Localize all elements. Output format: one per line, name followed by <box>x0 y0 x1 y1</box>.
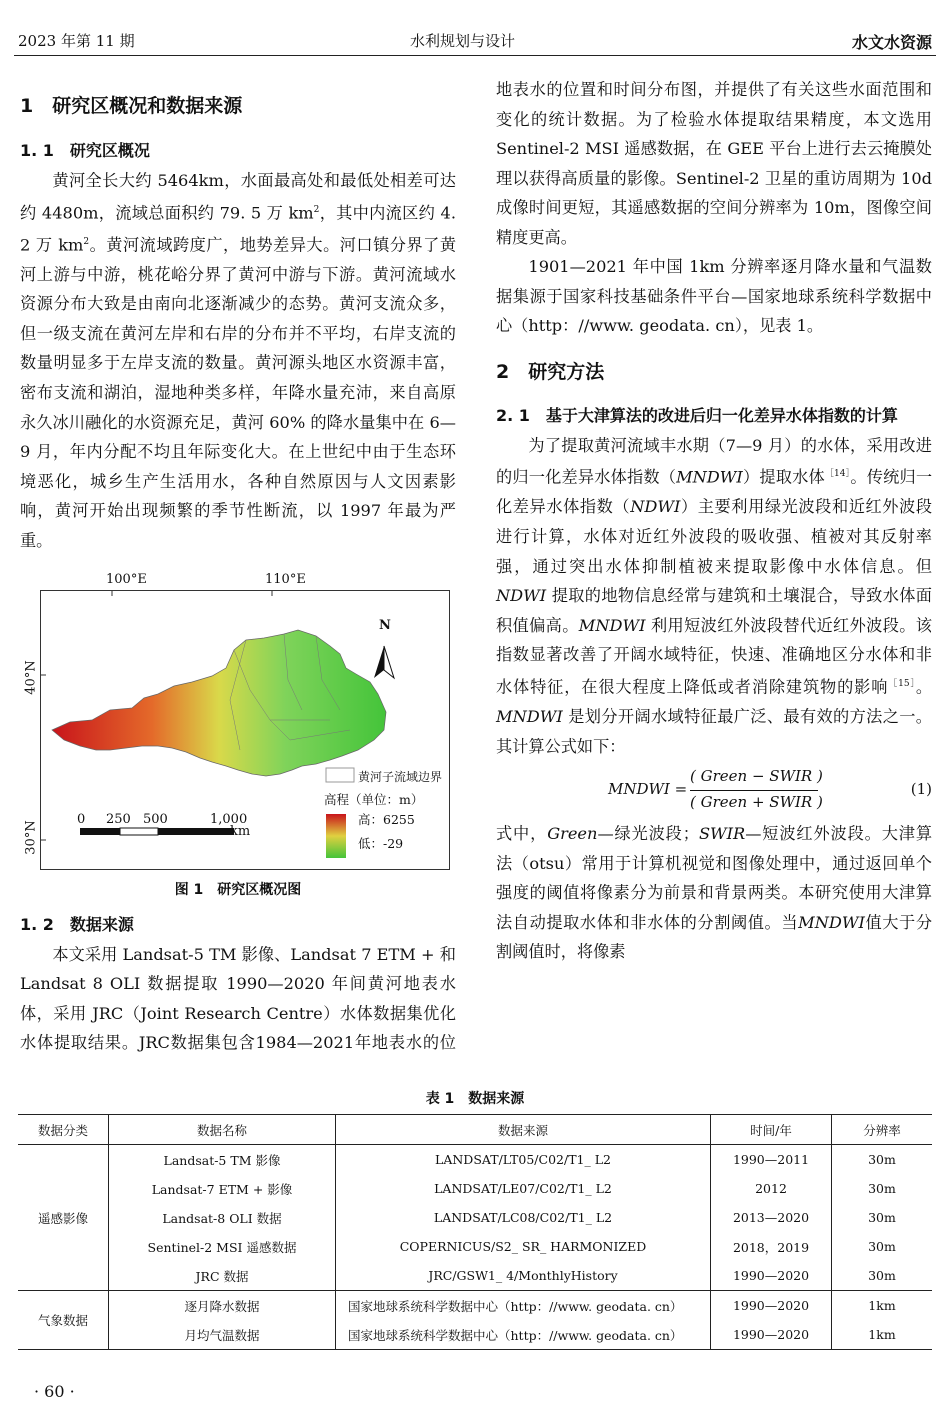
left-column <box>20 80 456 1058</box>
cell-source: JRC/GSW1_ 4/MonthlyHistory <box>336 1261 711 1291</box>
col-header-category: 数据分类 <box>18 1115 109 1145</box>
group-remote-sensing: 遥感影像 <box>18 1145 109 1291</box>
journal-title: 水利规划与设计 <box>410 32 516 50</box>
table-row <box>18 1203 932 1232</box>
cell-name: 月均气温数据 <box>109 1320 336 1350</box>
formula-denominator: ( Green + SWIR ) <box>690 793 823 812</box>
journal-issue: 2023 年第 11 期 <box>18 32 135 50</box>
cell-resolution: 30m <box>868 1268 896 1283</box>
lat-label-40: 40°N <box>23 659 39 695</box>
formula-1 <box>496 765 932 819</box>
mndwi-paragraph: 为了提取黄河流域丰水期（7—9 月）的水体，采用改进的归一化差异水体指数（MNDWI）提取水体$^{[14]}$。传统归一化差异水体指数（NDWI）主要利用绿光波段和近红外波段进行计算，水体对近红外波段的吸收强、植被对其反射率强，通过突出水体抑制植被来提取影像中水体信息。但 NDWI 提取的地物信息经常与建筑和土壤混合，导致水体面积值偏高。MNDWI 利用短波红外波段替代近红外波段。该指数显著改善了开阔水域特征，快速、准确地区分水体和非水体特征，在很大程度上降低或者消除建筑物的影响$^{[15]}$。MNDWI 是划分开阔水域特征最广泛、最有效的方法之一。其计算公式如下： <box>496 435 933 756</box>
cell-time: 2018，2019 <box>711 1232 832 1261</box>
figure-1-caption: 图 1 研究区概况图 <box>174 881 302 898</box>
col-header-resolution: 分辨率 <box>863 1122 901 1138</box>
cell-resolution: 30m <box>868 1210 896 1225</box>
table-row <box>18 1174 932 1203</box>
col-header-time: 时间/年 <box>711 1115 832 1145</box>
cell-name: 逐月降水数据 <box>109 1291 336 1321</box>
cell-time: 2012 <box>711 1174 832 1203</box>
cell-name: JRC 数据 <box>109 1261 336 1291</box>
cell-name: Landsat-7 ETM + 影像 <box>109 1174 336 1203</box>
cell-source: LANDSAT/LC08/C02/T1_ L2 <box>336 1203 711 1232</box>
cell-source: 国家地球系统科学数据中心（http：//www. geodata. cn） <box>336 1320 711 1350</box>
cell-name: Landsat-5 TM 影像 <box>109 1145 336 1175</box>
table-row <box>18 1261 932 1291</box>
section-1-heading: 1 研究区概况和数据来源 <box>20 95 243 117</box>
table-row <box>18 1145 932 1175</box>
lon-label-110: 110°E <box>265 571 306 587</box>
section-2-1-heading: 2. 1 基于大津算法的改进后归一化差异水体指数的计算 <box>496 405 898 425</box>
cell-name: Landsat-8 OLI 数据 <box>109 1203 336 1232</box>
group-meteorological: 气象数据 <box>18 1291 109 1350</box>
otsu-paragraph: 式中，Green—绿光波段；SWIR—短波红外波段。大津算法（otsu）常用于计算机视觉和图像处理中，通过返回单个强度的阈值将像素分为前景和背景两类。本研究使用大津算法自动提取水体和非水体的分割阈值。当MNDWI值大于分割阈值时，将像素 <box>496 824 933 962</box>
scale-label-0: 0 <box>77 811 86 827</box>
section-2-heading: 2 研究方法 <box>496 360 605 383</box>
formula-number: (1) <box>910 780 932 799</box>
page-number: · 60 · <box>34 1382 75 1401</box>
table-header-row <box>18 1115 932 1145</box>
cell-time: 1990—2011 <box>711 1145 832 1175</box>
cell-source: LANDSAT/LT05/C02/T1_ L2 <box>336 1145 711 1175</box>
section-1-1-heading: 1. 1 研究区概况 <box>20 141 150 160</box>
data-source-table <box>18 1114 932 1350</box>
formula-lhs: MNDWI = <box>608 780 688 799</box>
table-1-caption: 表 1 数据来源 <box>425 1091 525 1107</box>
formula-numerator: ( Green − SWIR ) <box>690 767 823 786</box>
right-column <box>496 75 932 967</box>
data-source-paragraph: 本文采用 Landsat-5 TM 影像、Landsat 7 ETM + 和 Landsat 8 OLI 数据提取 1990—2020 年间黄河地表水体，采用 JRC（Joint Research Centre）水体数据集优化水体提取结果。JRC数据集包含1984—2021年地表水的位 <box>20 944 456 1053</box>
table-row <box>18 1232 932 1261</box>
fraction-bar <box>690 790 818 791</box>
scale-unit: km <box>230 823 251 839</box>
cell-source: LANDSAT/LE07/C02/T1_ L2 <box>336 1174 711 1203</box>
scale-label-500: 500 <box>143 811 168 827</box>
cell-name: Sentinel-2 MSI 遥感数据 <box>109 1232 336 1261</box>
legend-low: 低：-29 <box>358 835 404 851</box>
cell-resolution: 1km <box>868 1327 896 1342</box>
section-1-2-heading: 1. 2 数据来源 <box>20 914 134 934</box>
cell-resolution: 30m <box>868 1181 896 1196</box>
col-header-source: 数据来源 <box>336 1115 711 1145</box>
table-row <box>18 1320 932 1350</box>
cell-time: 1990—2020 <box>711 1291 832 1321</box>
cell-time: 1990—2020 <box>711 1320 832 1350</box>
legend-high: 高：6255 <box>358 811 415 827</box>
table-1 <box>18 1084 932 1350</box>
scale-label-1000: 1,000 <box>210 811 248 827</box>
table-row <box>18 1291 932 1321</box>
header-rule <box>14 55 936 56</box>
legend-boundary-label: 黄河子流域边界 <box>358 769 443 784</box>
legend-elevation-title: 高程（单位：m） <box>324 791 424 807</box>
study-area-map <box>20 572 456 872</box>
cell-source: 国家地球系统科学数据中心（http：//www. geodata. cn） <box>336 1291 711 1321</box>
data-source-continued: 地表水的位置和时间分布图，并提供了有关这些水面范围和变化的统计数据。为了检验水体提取结果精度，本文选用 Sentinel-2 MSI 遥感数据，在 GEE 平台上进行去云掩膜处理以获得高质量的影像。Sentinel-2 卫星的重访周期为 10d 成像时间更短，其遥感数据的空间分辨率为 10m，图像空间精度更高。 <box>496 80 932 247</box>
cell-resolution: 30m <box>868 1239 896 1254</box>
lon-label-100: 100°E <box>106 571 147 587</box>
north-arrow-label: N <box>379 617 391 633</box>
section-category: 水文水资源 <box>851 33 932 52</box>
climate-data-paragraph: 1901—2021 年中国 1km 分辨率逐月降水量和气温数据集源于国家科技基础条件平台—国家地球系统科学数据中心（http：//www. geodata. cn），见表 1。 <box>496 257 932 336</box>
cell-resolution: 1km <box>868 1298 896 1313</box>
scale-label-250: 250 <box>106 811 131 827</box>
cell-source: COPERNICUS/S2_ SR_ HARMONIZED <box>336 1232 711 1261</box>
cell-resolution: 30m <box>868 1152 896 1167</box>
lat-label-30: 30°N <box>23 819 39 855</box>
cell-time: 2013—2020 <box>711 1203 832 1232</box>
col-header-name: 数据名称 <box>109 1115 336 1145</box>
study-area-paragraph: 黄河全长大约 5464km，水面最高处和最低处相差可达约 4480m，流域总面积约 79. 5 万 $km^2$，其中内流区约 4. 2 万 $km^2$。黄河流域跨度广，地势差异大。河口镇分界了黄河上游与中游，桃花峪分界了黄河中游与下游。黄河流域水资源分布大致是由南向北逐渐减少的态势。黄河支流众多，但一级支流在黄河左岸和右岸的分布并不平均，右岸支流的数量明显多于左岸支流的数量。黄河源头地区水资源丰富，密布支流和湖泊，湿地种类多样，年降水量充沛，来自高原永久冰川融化的水资源充足，黄河 60% 的降水量集中在 6—9 月，年内分配不均且年际变化大。在上世纪中由于生态环境恶化，城乡生产生活用水，各种自然原因与人文因素影响，黄河开始出现频繁的季节性断流，以 1997 年最为严重。 <box>20 171 457 550</box>
cell-time: 1990—2020 <box>711 1261 832 1291</box>
